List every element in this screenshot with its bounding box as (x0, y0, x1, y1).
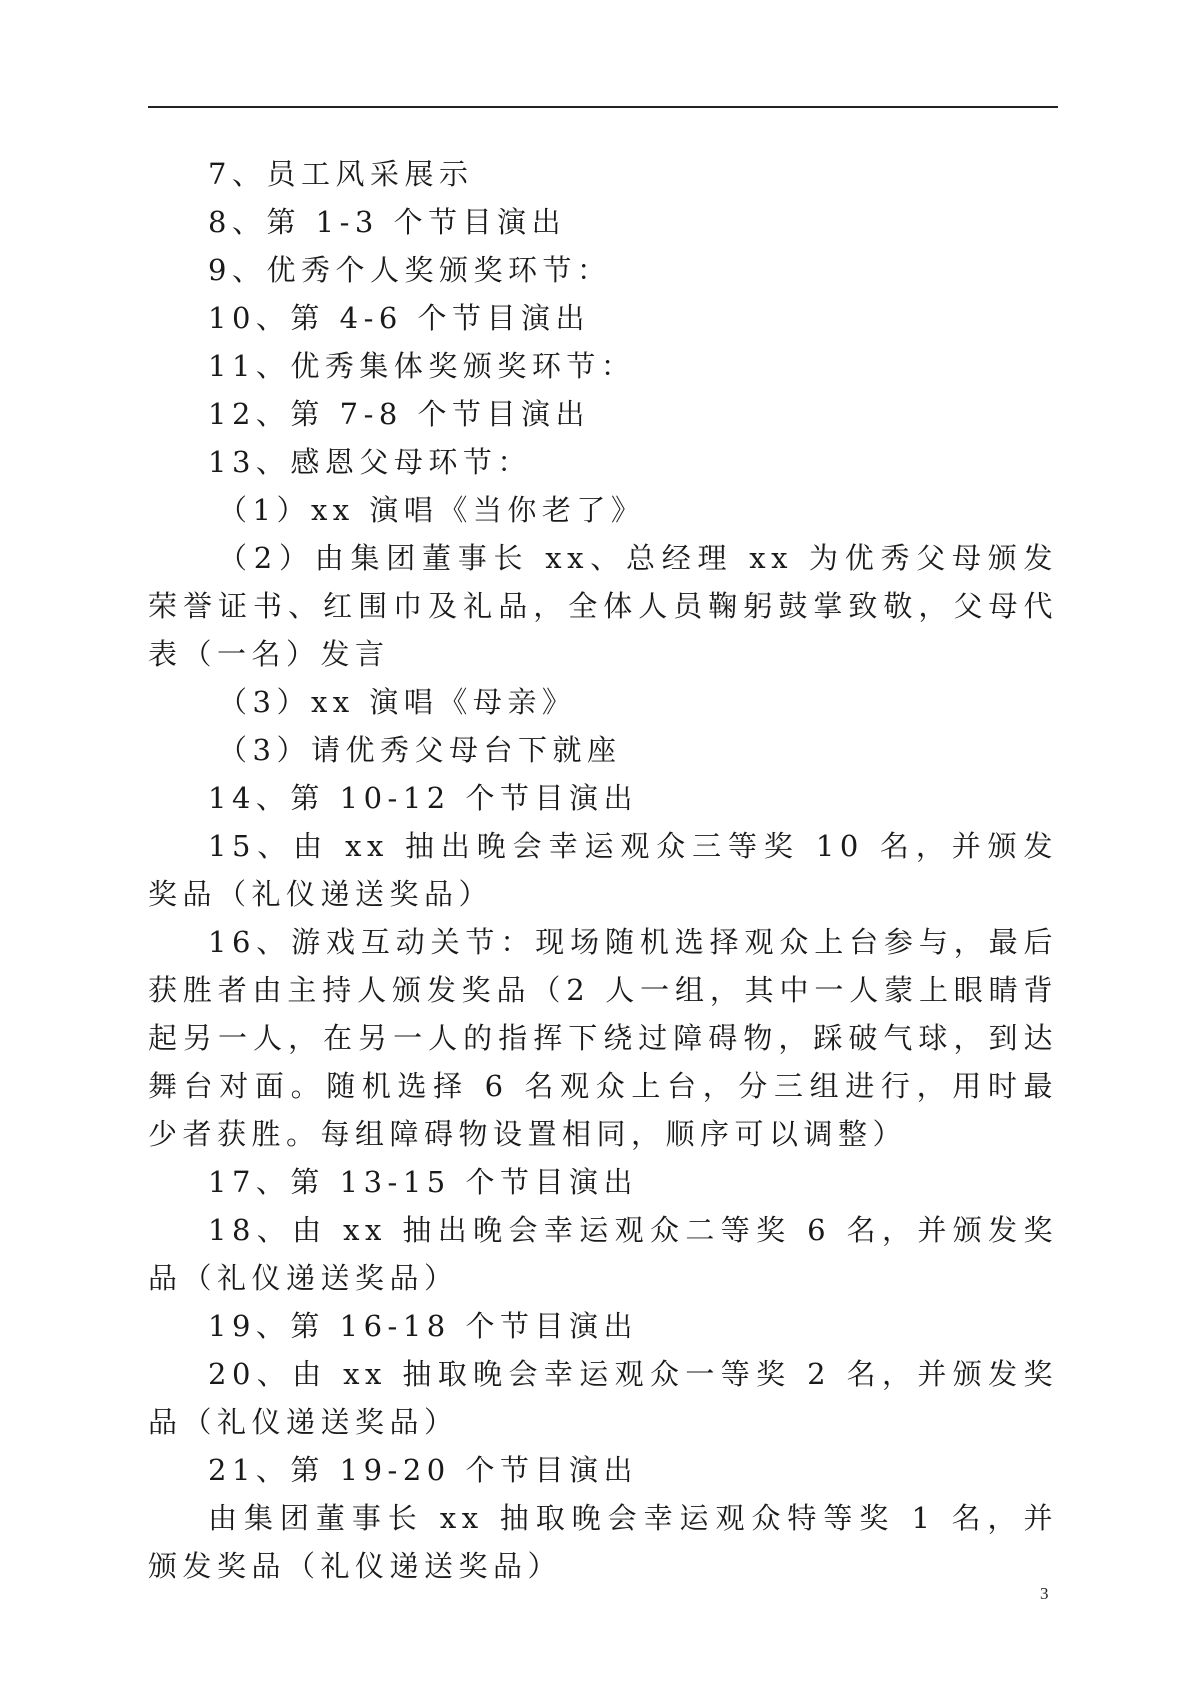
paragraph-subitem-3b: （3）请优秀父母台下就座 (218, 733, 622, 767)
paragraph-item-13: 13、感恩父母环节： (208, 445, 532, 479)
paragraph-subitem-3a: （3）xx 演唱《母亲》 (218, 685, 577, 719)
paragraph-item-9: 9、优秀个人奖颁奖环节： (208, 253, 612, 287)
paragraph-item-17: 17、第 13-15 个节目演出 (208, 1165, 638, 1199)
paragraph-subitem-2: （2）由集团董事长 xx、总经理 xx 为优秀父母颁发荣誉证书、红围巾及礼品，全体人员鞠躬鼓掌致敬，父母代表（一名）发言 (148, 541, 1058, 671)
paragraph-subitem-1: （1）xx 演唱《当你老了》 (218, 493, 646, 527)
paragraph-item-15: 15、由 xx 抽出晚会幸运观众三等奖 10 名，并颁发奖品（礼仪递送奖品） (148, 829, 1058, 911)
paragraph-item-11: 11、优秀集体奖颁奖环节： (208, 349, 636, 383)
paragraph-item-21: 21、第 19-20 个节目演出 (208, 1453, 638, 1487)
header-rule (148, 106, 1058, 108)
paragraph-item-19: 19、第 16-18 个节目演出 (208, 1309, 638, 1343)
paragraph-item-20: 20、由 xx 抽取晚会幸运观众一等奖 2 名，并颁发奖品（礼仪递送奖品） (148, 1357, 1058, 1439)
paragraph-item-8: 8、第 1-3 个节目演出 (208, 205, 567, 239)
paragraph-grand-prize: 由集团董事长 xx 抽取晚会幸运观众特等奖 1 名，并颁发奖品（礼仪递送奖品） (148, 1501, 1058, 1583)
paragraph-item-14: 14、第 10-12 个节目演出 (208, 781, 638, 815)
paragraph-item-7: 7、员工风采展示 (208, 157, 474, 191)
paragraph-item-10: 10、第 4-6 个节目演出 (208, 301, 591, 335)
paragraph-item-12: 12、第 7-8 个节目演出 (208, 397, 591, 431)
document-body (148, 150, 1058, 1590)
page-number: 3 (1040, 1584, 1049, 1603)
paragraph-item-16: 16、游戏互动关节：现场随机选择观众上台参与，最后获胜者由主持人颁发奖品（2 人一组，其中一人蒙上眼睛背起另一人，在另一人的指挥下绕过障碍物，踩破气球，到达舞台对面。随机选择 6 名观众上台，分三组进行，用时最少者获胜。每组障碍物设置相同，顺序可以调整） (148, 925, 1058, 1151)
paragraph-item-18: 18、由 xx 抽出晚会幸运观众二等奖 6 名，并颁发奖品（礼仪递送奖品） (148, 1213, 1058, 1295)
